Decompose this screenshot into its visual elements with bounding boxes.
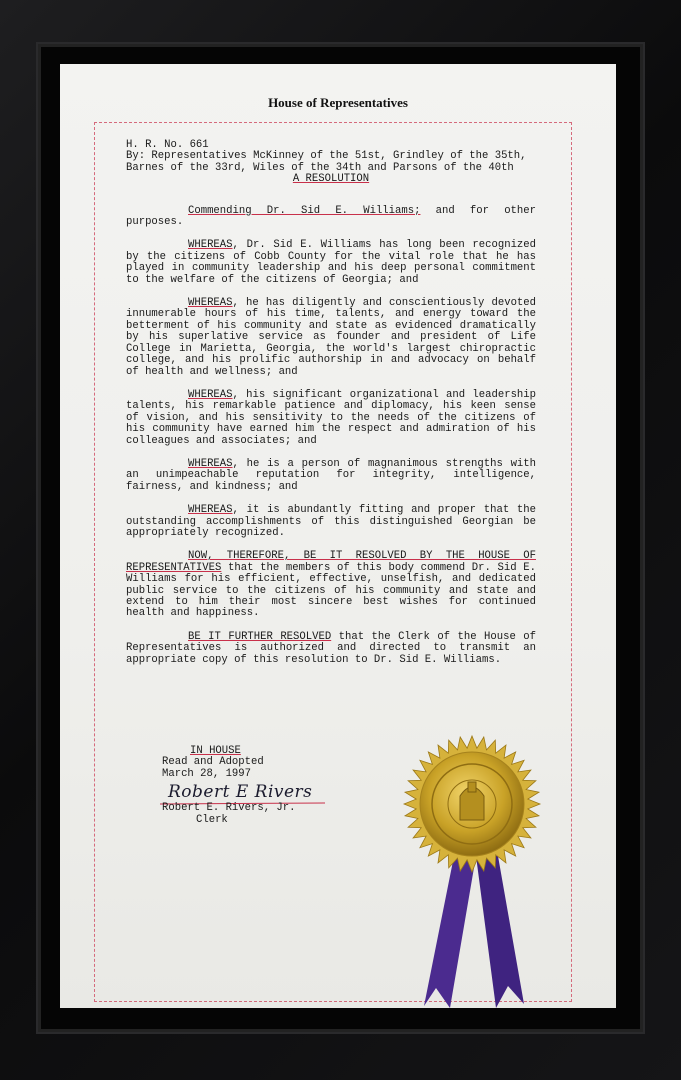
further-resolved-underlined: BE IT FURTHER RESOLVED [188,630,332,643]
hr-number: H. R. No. 661 [126,139,209,151]
whereas-text-5: , it is abundantly fitting and proper that the outstanding accomplishments of this distinguished Georgian be appropriately recognized. [126,504,536,539]
whereas-word: WHEREAS [188,297,233,310]
resolution-title [126,174,536,185]
sponsors-line: By: Representatives McKinney of the 51st, Grindley of the 35th, Barnes of the 33rd, Wiles of the 34th and Parsons of the 40th [126,150,527,174]
further-resolved-paragraph [126,632,536,666]
resolution-title-text: A RESOLUTION [292,173,370,186]
whereas-paragraph-2 [126,298,536,378]
document-body [126,140,536,678]
clerk-name: Robert E. Rivers, Jr. [162,802,296,814]
whereas-word: WHEREAS [188,239,233,252]
now-therefore-underlined: NOW, THEREFORE, BE IT RESOLVED BY THE HOUSE OF REPRESENTATIVES [126,550,536,574]
gold-seal-icon [402,734,542,874]
now-therefore-rest: that the members of this body commend Dr. Sid E. Williams for his efficient, effective, unselfish, and dedicated public service to the citizens of his community and state and extend to him their most sincere best wishes for continued health and happiness. [126,561,536,620]
document-header: House of Representatives [268,95,408,110]
whereas-paragraph-3 [126,390,536,447]
whereas-word: WHEREAS [188,388,233,401]
read-adopted-label: Read and Adopted [162,756,264,769]
resolution-document [60,64,616,1008]
adoption-date: March 28, 1997 [162,767,252,780]
clerk-signature: Robert E Rivers [168,782,313,802]
in-house-label: IN HOUSE [190,745,241,757]
whereas-paragraph-4 [126,459,536,493]
commending-rest: and for other purposes. [126,204,536,229]
whereas-text-2: , he has diligently and conscientiously devoted innumerable hours of his time, talents, and energy toward the betterment of his community and state as evidenced dramatically by his superlative service as founder and president of Life College in Marietta, Georgia, the world's largest chiropractic college, and his prolific authorship in and advocacy on behalf of health and wellness; and [126,297,536,378]
clerk-title: Clerk [196,814,228,826]
whereas-text-4: , he is a person of magnanimous strengths with an unimpeachable reputation for integrity, intelligence, fairness, and kindness; and [126,457,536,493]
whereas-text-3: , his significant organizational and leadership talents, his remarkable patience and diplomacy, his keen sense of vision, and his sensitivity to the needs of the citizens of his community have earned him the respect and admiration of his colleagues and associates; and [126,388,536,447]
whereas-word: WHEREAS [188,457,233,470]
whereas-paragraph-1 [126,240,536,286]
whereas-paragraph-5 [126,505,536,539]
whereas-word: WHEREAS [188,504,233,517]
adoption-block [162,746,264,780]
whereas-text-1: , Dr. Sid E. Williams has long been recognized by the citizens of Cobb County for the vital role that he has played in community leadership and his deep personal commitment to the welfare of the citizens of Georgia; and [126,239,536,286]
purple-ribbon [424,856,524,1008]
further-resolved-rest: that the Clerk of the House of Representatives is authorized and directed to transmit an appropriate copy of this resolution to Dr. Sid E. Williams. [126,630,536,666]
commending-underlined: Commending Dr. Sid E. Williams; [188,204,421,217]
commending-paragraph [126,206,536,229]
now-therefore-paragraph [126,551,536,619]
